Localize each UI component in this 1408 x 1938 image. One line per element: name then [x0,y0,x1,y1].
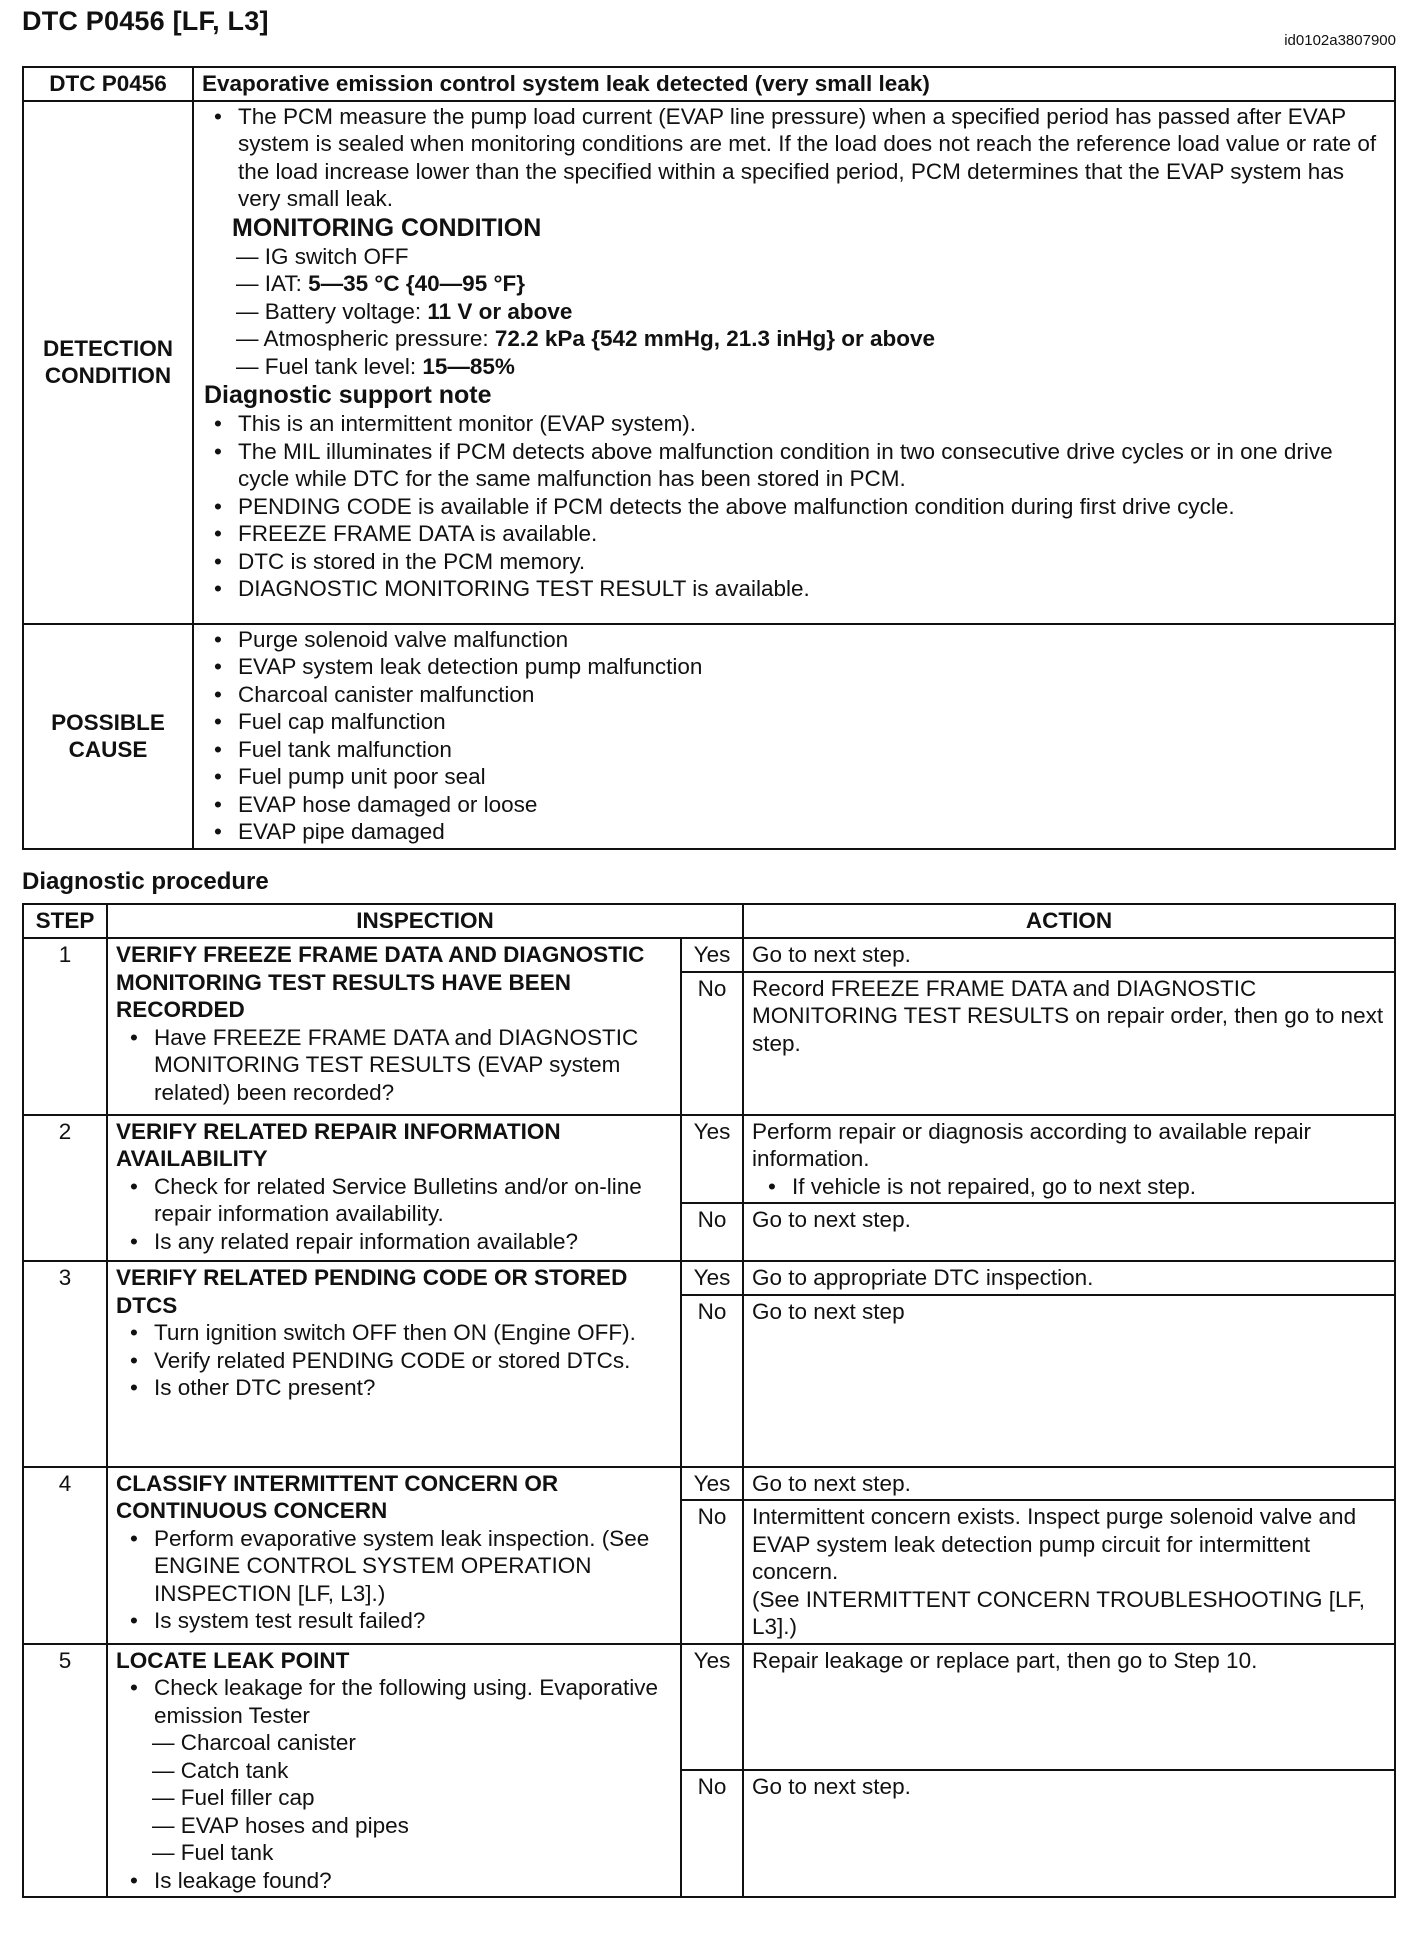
leak-check-item: — Catch tank [116,1757,672,1785]
step-2-yes-row [23,1115,1395,1204]
diagnostic-procedure-title: Diagnostic procedure [22,868,269,895]
procedure-header-row [23,904,1395,938]
possible-cause-content [193,624,1395,849]
yes-label: Yes [681,1115,743,1204]
step-number: 2 [23,1115,107,1262]
step-4-yes-row [23,1467,1395,1501]
leak-check-item: — EVAP hoses and pipes [116,1812,672,1840]
monitoring-item: — Atmospheric pressure: 72.2 kPa {542 mmHg, 21.3 inHg} or above [202,325,1384,353]
detection-intro: • The PCM measure the pump load current (EVAP line pressure) when a specified period has passed after EVAP system is sealed when monitoring conditions are met. If the load does not reach the reference load value or rate of the load increase lower than the specified within a specified period, PCM determines that the EVAP system has very small leak. [202,103,1384,213]
support-note: • FREEZE FRAME DATA is available. [202,520,1384,548]
leak-check-item: — Fuel filler cap [116,1784,672,1812]
step-5-yes-row [23,1644,1395,1771]
no-action: Record FREEZE FRAME DATA and DIAGNOSTIC MONITORING TEST RESULTS on repair order, then go to next step. [743,972,1395,1115]
no-label: No [681,1295,743,1467]
detection-condition-row [23,101,1395,624]
support-note: • This is an intermittent monitor (EVAP system). [202,410,1384,438]
step-heading: CLASSIFY INTERMITTENT CONCERN OR CONTINUOUS CONCERN [116,1470,559,1523]
monitoring-condition-list [202,243,1384,381]
yes-action-sub-bullet: • If vehicle is not repaired, go to next step. [752,1173,1386,1201]
inspection-bullet: • Is any related repair information available? [116,1228,672,1256]
inspection-bullet: • Check leakage for the following using. Evaporative emission Tester [116,1674,672,1729]
inspection-bullet: • Is system test result failed? [116,1607,672,1635]
cause-item: • Fuel tank malfunction [202,736,1384,764]
support-note: • PENDING CODE is available if PCM detects the above malfunction condition during first drive cycle. [202,493,1384,521]
no-action: Go to next step [743,1295,1395,1467]
yes-label: Yes [681,1467,743,1501]
inspection-bullet: • Is other DTC present? [116,1374,672,1402]
monitoring-item: — IAT: 5—35 °C {40—95 °F} [202,270,1384,298]
inspection-bullet: • Verify related PENDING CODE or stored DTCs. [116,1347,672,1375]
action-header: ACTION [743,904,1395,938]
step-heading: VERIFY RELATED PENDING CODE OR STORED DTCS [116,1265,628,1318]
inspection-bullet: • Check for related Service Bulletins and/or on-line repair information availability. [116,1173,672,1228]
cause-item: • EVAP pipe damaged [202,818,1384,846]
inspection-header: INSPECTION [107,904,743,938]
cause-item: • Charcoal canister malfunction [202,681,1384,709]
step-number: 5 [23,1644,107,1898]
support-note: • DIAGNOSTIC MONITORING TEST RESULT is available. [202,575,1384,603]
no-label: No [681,1203,743,1261]
no-action: Go to next step. [743,1770,1395,1897]
step-heading: LOCATE LEAK POINT [116,1647,350,1673]
monitoring-item: — Battery voltage: 11 V or above [202,298,1384,326]
cause-item: • Fuel pump unit poor seal [202,763,1384,791]
inspection-bullet: • Turn ignition switch OFF then ON (Engine OFF). [116,1319,672,1347]
step-3-yes-row [23,1261,1395,1295]
possible-cause-label [23,624,193,849]
leak-check-item: — Fuel tank [116,1839,672,1867]
page-title: DTC P0456 [LF, L3] [22,6,269,36]
diagnostic-procedure-table [22,903,1396,1898]
cause-item: • Fuel cap malfunction [202,708,1384,736]
inspection-bullet: • Have FREEZE FRAME DATA and DIAGNOSTIC MONITORING TEST RESULTS (EVAP system related) been recorded? [116,1024,672,1107]
detection-label-line2: CONDITION [44,363,172,388]
yes-label: Yes [681,938,743,972]
yes-action: Go to appropriate DTC inspection. [743,1261,1395,1295]
no-action: Go to next step. [743,1203,1395,1261]
step-inspection [107,938,681,1115]
monitoring-item: — Fuel tank level: 15—85% [202,353,1384,381]
detection-condition-label [23,101,193,624]
step-number: 1 [23,938,107,1115]
leak-check-item: — Charcoal canister [116,1729,672,1757]
detection-label-line1: DETECTION [42,335,173,361]
dtc-description: Evaporative emission control system leak detected (very small leak) [193,67,1395,101]
step-heading: VERIFY FREEZE FRAME DATA AND DIAGNOSTIC MONITORING TEST RESULTS HAVE BEEN RECORDED [116,942,645,1022]
no-label: No [681,972,743,1115]
possible-cause-list [202,626,1384,846]
document-id: id0102a3807900 [1284,32,1396,49]
cause-label-line1: POSSIBLE [51,709,165,735]
detection-condition-content [193,101,1395,624]
step-inspection [107,1261,681,1467]
cause-item: • EVAP system leak detection pump malfunction [202,653,1384,681]
dtc-summary-table [22,66,1396,850]
inspection-bullet: • Perform evaporative system leak inspection. (See ENGINE CONTROL SYSTEM OPERATION INSPECTION [LF, L3].) [116,1525,672,1608]
step-number: 3 [23,1261,107,1467]
yes-action: Go to next step. [743,1467,1395,1501]
yes-action: Repair leakage or replace part, then go to Step 10. [743,1644,1395,1771]
possible-cause-row [23,624,1395,849]
no-label: No [681,1770,743,1897]
cause-label-line2: CAUSE [68,737,148,762]
step-number: 4 [23,1467,107,1644]
dtc-header-row [23,67,1395,101]
leak-check-list [116,1729,672,1867]
step-inspection [107,1467,681,1644]
inspection-bullet: • Is leakage found? [116,1867,672,1895]
yes-label: Yes [681,1644,743,1771]
step-inspection [107,1115,681,1262]
no-label: No [681,1500,743,1644]
diagnostic-support-list [202,410,1384,603]
cause-item: • Purge solenoid valve malfunction [202,626,1384,654]
step-1-yes-row [23,938,1395,972]
cause-item: • EVAP hose damaged or loose [202,791,1384,819]
detection-intro-list [202,103,1384,213]
dtc-code-cell: DTC P0456 [23,67,193,101]
diagnostic-support-heading: Diagnostic support note [204,381,492,409]
monitoring-condition-heading: MONITORING CONDITION [232,213,542,242]
support-note: • The MIL illuminates if PCM detects above malfunction condition in two consecutive drive cycles or in one drive cycle while DTC for the same malfunction has been stored in PCM. [202,438,1384,493]
yes-label: Yes [681,1261,743,1295]
yes-action: Perform repair or diagnosis according to available repair information. • If vehicle is not repaired, go to next step. [743,1115,1395,1204]
step-heading: VERIFY RELATED REPAIR INFORMATION AVAILABILITY [116,1118,561,1171]
support-note: • DTC is stored in the PCM memory. [202,548,1384,576]
yes-action: Go to next step. [743,938,1395,972]
no-action-reference: (See INTERMITTENT CONCERN TROUBLESHOOTING [LF, L3].) [752,1586,1365,1639]
no-action: Intermittent concern exists. Inspect purge solenoid valve and EVAP system leak detection pump circuit for intermittent concern. (See INTERMITTENT CONCERN TROUBLESHOOTING [LF, L3].) [743,1500,1395,1644]
monitoring-item: — IG switch OFF [202,243,1384,271]
step-inspection [107,1644,681,1898]
step-header: STEP [23,904,107,938]
